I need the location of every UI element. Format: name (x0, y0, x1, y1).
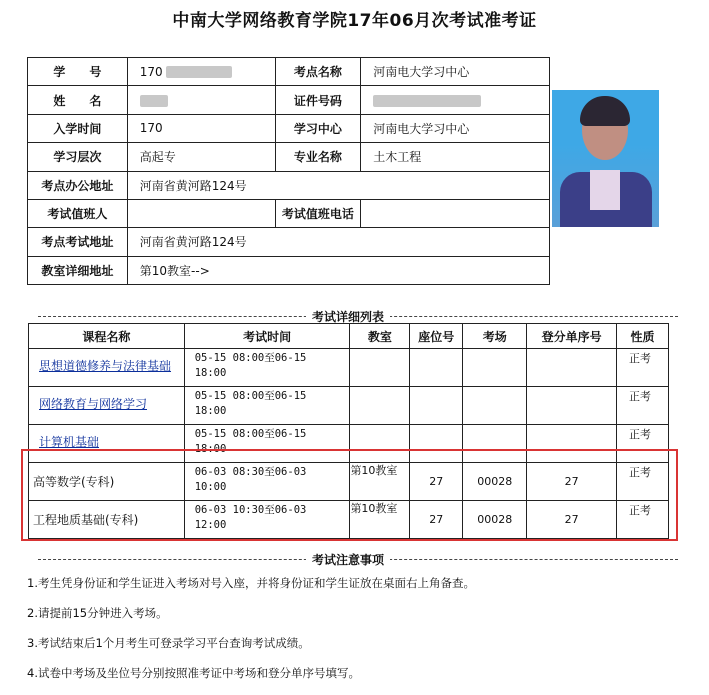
course-link[interactable]: 计算机基础 (39, 435, 100, 449)
highlight-box (21, 449, 678, 541)
seat-cell: 27 (410, 501, 463, 539)
note-item: 3.考试结束后1个月考生可登录学习平台查询考试成绩。 (27, 636, 310, 650)
major-label: 专业名称 (275, 143, 361, 171)
course-cell: 工程地质基础(专科) (29, 501, 185, 539)
header-room: 教室 (350, 324, 410, 349)
notes-list (27, 575, 475, 695)
note-item: 4.试卷中考场及坐位号分别按照准考证中考场和登分单序号填写。 (27, 666, 360, 680)
nature-cell: 正考 (617, 501, 669, 539)
header-seat: 座位号 (410, 324, 463, 349)
seat-cell (410, 349, 463, 387)
seat-cell: 27 (410, 463, 463, 501)
enroll-label: 入学时间 (28, 114, 128, 142)
duty-person-value (127, 199, 275, 227)
room-cell (350, 387, 410, 425)
exam-addr-label: 考点考试地址 (28, 228, 128, 256)
student-photo (552, 90, 659, 227)
exam-section-title: 考试详细列表 (306, 308, 390, 325)
photo-collar (590, 170, 620, 210)
study-center-value: 河南电大学习中心 (361, 114, 550, 142)
office-addr-value: 河南省黄河路124号 (127, 171, 549, 199)
time-cell: 05-15 08:00至06-15 18:00 (184, 387, 350, 425)
time-cell: 06-03 08:30至06-03 10:00 (184, 463, 350, 501)
course-cell (29, 349, 185, 387)
duty-phone-value (361, 199, 550, 227)
nature-cell: 正考 (617, 463, 669, 501)
note-item: 2.请提前15分钟进入考场。 (27, 606, 168, 620)
hall-cell (463, 349, 527, 387)
header-hall: 考场 (463, 324, 527, 349)
hall-cell (463, 387, 527, 425)
center-name-value: 河南电大学习中心 (361, 58, 550, 86)
header-time: 考试时间 (184, 324, 350, 349)
level-label: 学习层次 (28, 143, 128, 171)
serial-cell: 27 (527, 501, 617, 539)
duty-person-label: 考试值班人 (28, 199, 128, 227)
enroll-value: 170 (127, 114, 275, 142)
notes-section-title: 考试注意事项 (306, 551, 390, 568)
name-label: 姓 名 (28, 86, 128, 114)
id-value (361, 86, 550, 114)
table-row (29, 387, 669, 425)
serial-cell: 27 (527, 463, 617, 501)
course-link[interactable]: 网络教育与网络学习 (39, 397, 148, 411)
room-cell: 第10教室 (350, 501, 410, 539)
table-row (29, 349, 669, 387)
photo-hair (580, 96, 630, 126)
student-info-table (27, 57, 550, 285)
major-value: 土木工程 (361, 143, 550, 171)
course-cell: 高等数学(专科) (29, 463, 185, 501)
room-addr-label: 教室详细地址 (28, 256, 128, 284)
note-item: 1.考生凭身份证和学生证进入考场对号入座，并将身份证和学生证放在桌面右上角备查。 (27, 576, 475, 590)
student-no-value: 170 (127, 58, 275, 86)
time-cell: 05-15 08:00至06-15 18:00 (184, 425, 350, 463)
hall-cell: 00028 (463, 463, 527, 501)
time-cell: 05-15 08:00至06-15 18:00 (184, 349, 350, 387)
redacted-block (140, 95, 168, 107)
serial-cell (527, 387, 617, 425)
header-nature: 性质 (617, 324, 669, 349)
name-value (127, 86, 275, 114)
center-name-label: 考点名称 (275, 58, 361, 86)
nature-cell: 正考 (617, 387, 669, 425)
header-serial: 登分单序号 (527, 324, 617, 349)
room-cell: 第10教室 (350, 463, 410, 501)
serial-cell (527, 349, 617, 387)
hall-cell: 00028 (463, 501, 527, 539)
exam-addr-value: 河南省黄河路124号 (127, 228, 549, 256)
course-link[interactable]: 思想道德修养与法律基础 (39, 359, 172, 373)
page-title: 中南大学网络教育学院17年06月次考试准考证 (172, 11, 537, 31)
level-value: 高起专 (127, 143, 275, 171)
student-no-label: 学 号 (28, 58, 128, 86)
room-addr-value: 第10教室--> (127, 256, 549, 284)
nature-cell: 正考 (617, 349, 669, 387)
header-course: 课程名称 (29, 324, 185, 349)
time-cell: 06-03 10:30至06-03 12:00 (184, 501, 350, 539)
study-center-label: 学习中心 (275, 114, 361, 142)
duty-phone-label: 考试值班电话 (275, 199, 361, 227)
nature-cell: 正考 (617, 425, 669, 463)
course-cell (29, 387, 185, 425)
room-cell (350, 349, 410, 387)
redacted-block (373, 95, 481, 107)
redacted-block (166, 66, 232, 78)
id-label: 证件号码 (275, 86, 361, 114)
seat-cell (410, 387, 463, 425)
office-addr-label: 考点办公地址 (28, 171, 128, 199)
